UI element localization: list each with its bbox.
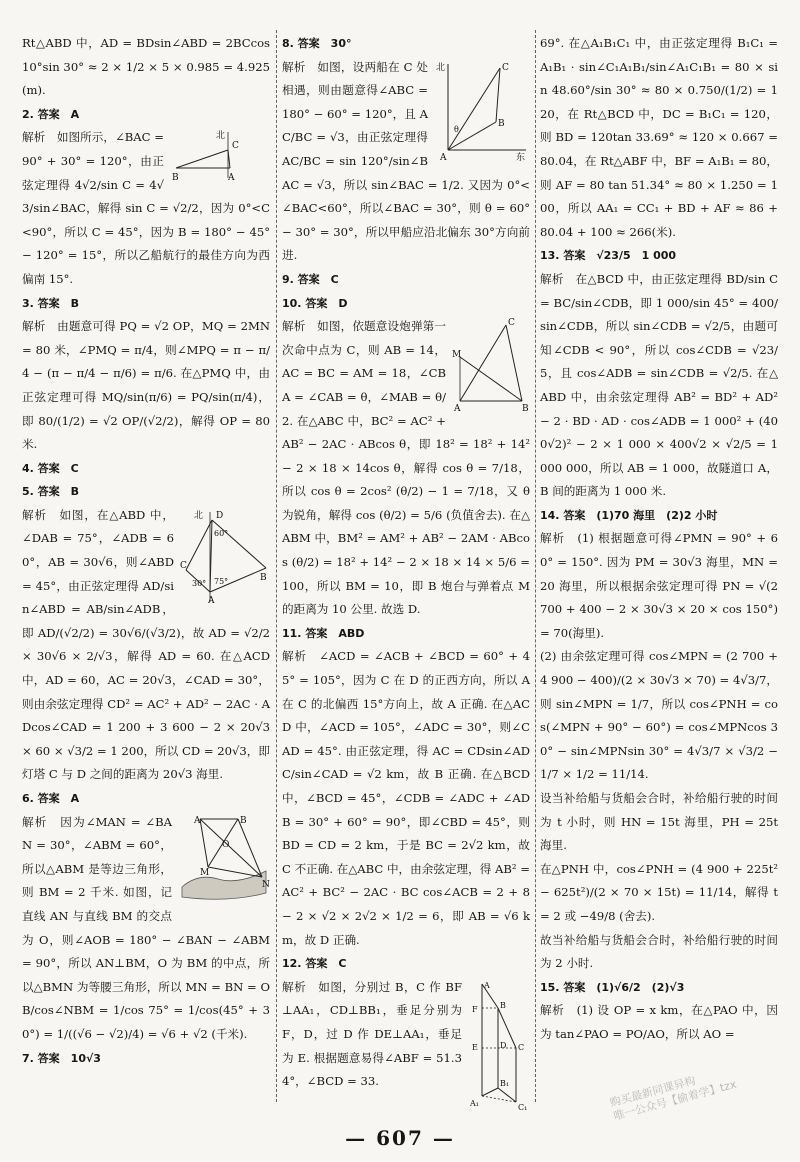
column-divider [276, 30, 277, 1102]
answer-heading: 11. 答案 ABD [282, 626, 365, 640]
figure-label: 60° [214, 528, 229, 538]
answer-heading: 4. 答案 C [22, 461, 79, 475]
figure-label: 30° [192, 578, 207, 588]
solution-text: 解析 如图，依题意设炮弹第一次命中点为 C，则 AB = 14，AC = BC = AM = 18，∠CBA = ∠CAB = θ，∠MAB = θ/2. 在△ABC 中，BC² = AC² + AB² − 2AC · ABcos θ，即 18² = 18² + 14² − 2 × 18 × 14cos θ，解得 cos θ = 7/18，所以 cos θ = 2cos² (θ/2) − 1 = 7/18，又 θ 为锐角，解得 cos (θ/2) = 5/6 (负值舍去). 在△ABM 中，BM² = AM² + AB² − 2AM · ABcos (θ/2) = 18² + 14² − 2 × 18 × 14 × 5/6 = 100，所以 BM = 10，即 B 炮台与弹着点 M 的距离为 10 公里. 故选 D. [282, 319, 534, 617]
solution-text: 解析 (1) 根据题意可得∠PMN = 90° + 60° = 150°. 因为 PM = 30√3 海里，MN = 20 海里，所以根据余弦定理可得 PN = √(2 700 + 400 − 2 × 30√3 × 20 × cos 150°) = 70(海里). (2) 由余弦定理可得 cos∠MPN = (2 700 + 4 900 − 400)/(2 × 30√3 × 70) = 4√3/7，则 sin∠MPN = 1/7，所以 cos∠PNH = cos(∠MPN + 90° − 60°) = cos∠MPNcos 30° − sin∠MPNsin 30° = 4√3/7 × √3/2 − 1/7 × 1/2 = 11/14. 设当补给船与货船会合时，补给船行驶的时间为 t 小时，则 HN = 15t 海里，PH = 25t 海里. 在△PNH 中，cos∠PNH = (4 900 + 225t² − 625t²)/(2 × 70 × 15t) = 11/14，解得 t = 2 或 −49/8 (舍去). 故当补给船与货船会合时，补给船行驶的时间为 2 小时. [540, 531, 778, 971]
page-number: — 607 — [345, 1126, 455, 1150]
column-divider [535, 30, 536, 1102]
figure-label: M [200, 867, 210, 878]
figure-label: B [240, 815, 247, 826]
figure-label: C [518, 1042, 525, 1052]
answer-heading: 8. 答案 30° [282, 37, 352, 50]
fig6-diagram [178, 813, 270, 905]
fig10-diagram [452, 317, 530, 413]
figure-label: F [472, 1004, 478, 1014]
figure-label: E [472, 1042, 478, 1052]
solution-text: 解析 ∠ACD = ∠ACB + ∠BCD = 60° + 45° = 105°，因为 C 在 D 的正西方向，所以 A 在 C 的北偏西 15°方向上，故 A 正确. 在△ACD 中，∠ACD = 105°，∠ADC = 30°，则∠CAD = 45°. 由正弦定理，得 AC = CDsin∠ADC/sin∠CAD = √2 km，故 B 正确. 在△BCD 中，∠BCD = 45°，∠CDB = ∠ADC + ∠ADB = 30° + 60° = 90°，即∠CBD = 45°，则 BD = CD = 2 km，于是 BC = 2√2 km，故 C 不正确. 在△ABC 中，由余弦定理，得 AB² = AC² + BC² − 2AC · BC cos∠ACB = 2 + 8 − 2 × √2 × 2√2 × 1/2 = 6，即 AB = √6 km，故 D 正确. [282, 649, 534, 947]
answer-heading: 7. 答案 10√3 [22, 1051, 101, 1065]
figure-label: 北 [194, 510, 204, 521]
figure-label: N [262, 879, 270, 890]
solution-text: Rt△ABD 中，AD = BDsin∠ABD = 2BCcos 10°sin 30° ≈ 2 × 1/2 × 5 × 0.985 = 4.925(m). [22, 36, 274, 98]
answer-heading: 5. 答案 B [22, 485, 80, 499]
solution-text: 69°. 在△A₁B₁C₁ 中，由正弦定理得 B₁C₁ = A₁B₁ · sin∠C₁A₁B₁/sin∠A₁C₁B₁ = 80 × sin 48.60°/sin 30° ≈ 80 × 0.750/(1/2) = 120，在 Rt△BCD 中，DC = B₁C₁ = 120，则 BD = 120tan 33.69° ≈ 120 × 0.667 = 80.04，在 Rt△ABF 中，BF = A₁B₁ = 80，则 AF = 80 tan 51.34° ≈ 80 × 1.250 = 100，所以 AA₁ = CC₁ + BD + AF ≈ 86 + 80.04 + 100 ≈ 266(米). [540, 36, 782, 239]
figure-label: B [260, 572, 267, 583]
figure-label: C₁ [518, 1102, 528, 1112]
figure-label: D [216, 510, 224, 521]
answer-column-2 [282, 32, 534, 1114]
figure-label: C [232, 141, 239, 152]
figure-label: B [522, 404, 529, 414]
figure-label: O [222, 839, 230, 850]
figure-label: C [502, 62, 509, 73]
solution-text: 解析 (1) 设 OP = x km，在△PAO 中，因为 tan∠PAO = PO/AO，所以 AO = [540, 1003, 778, 1041]
figure-label: A [440, 152, 447, 162]
solution-text: 解析 如图，设两船在 C 处相遇，则由题意得∠ABC = 180° − 60° = 120°，且 AC/BC = √3，由正弦定理得 AC/BC = sin 120°/sin∠BAC = √3，所以 sin∠BAC = 1/2. 又因为 0°<∠BAC<60°，所以∠BAC = 30°，则 θ = 60° − 30° = 30°，所以甲船应沿北偏东 30°方向前进. [282, 59, 534, 263]
watermark: 购买最新同课异构 唯一公众号【偷着学】tzx [608, 1074, 738, 1123]
fig2-diagram [170, 128, 270, 190]
figure-label: θ [454, 124, 459, 134]
figure-label: B [498, 118, 505, 129]
fig5-diagram [180, 506, 270, 606]
answer-heading: 2. 答案 A [22, 107, 80, 121]
figure-label: 东 [516, 152, 526, 162]
solution-text: 解析 如图，在△ABD 中，∠DAB = 75°，∠ADB = 60°，AB = 30√6，则∠ABD = 45°，由正弦定理得 AD/sin∠ABD = AB/sin∠ADB，即 AD/(√2/2) = 30√6/(√3/2)，故 AD = √2/2 × 30√6 × 2/√3，解得 AD = 60. 在△ACD 中，AD = 60，AC = 20√3，∠CAD = 30°，则由余弦定理得 CD² = AC² + AD² − 2AC · ADcos∠CAD = 1 200 + 3 600 − 2 × 20√3 × 60 × √3/2 = 1 200，所以 CD = 20√3，即灯塔 C 与 D 之间的距离为 20√3 海里. [22, 507, 274, 782]
answer-heading: 10. 答案 D [282, 296, 348, 310]
figure-label: 北 [436, 62, 446, 73]
answer-column-3 [540, 32, 782, 1047]
figure-label: A [454, 404, 461, 414]
figure-label: 75° [214, 576, 229, 586]
figure-label: M [452, 350, 462, 361]
fig8-diagram [434, 58, 530, 162]
answer-heading: 15. 答案 (1)√6/2 (2)√3 [540, 980, 685, 994]
solution-text: 解析 在△BCD 中，由正弦定理得 BD/sin C = BC/sin∠CDB，即 1 000/sin 45° = 400/sin∠CDB，所以 sin∠CDB = √2/5，由题可知∠CDB < 90°，所以 cos∠CDB = √23/5，且 cos∠ADB = sin∠CDB = √2/5. 在△ABD 中，由余弦定理得 AB² = BD² + AD² − 2 · BD · AD · cos∠ADB = 1 000² + (400√2)² − 2 × 1 000 × 400√2 × √2/5 = 1 000 000，所以 AB = 1 000，故隧道口 A，B 间的距离为 1 000 米. [540, 271, 782, 499]
answer-heading: 9. 答案 C [282, 272, 339, 286]
figure-label: C [508, 318, 515, 329]
answer-heading: 14. 答案 (1)70 海里 (2)2 小时 [540, 508, 718, 522]
figure-label: 北 [216, 131, 226, 142]
answer-heading: 6. 答案 A [22, 792, 80, 805]
answer-heading: 3. 答案 B [22, 296, 80, 310]
fig12-diagram [468, 978, 530, 1112]
figure-label: A [208, 595, 215, 606]
solution-text: 解析 如图所示，∠BAC = 90° + 30° = 120°，由正弦定理得 4√2/sin C = 4√3/sin∠BAC，解得 sin C = √2/2，因为 0°<C<90°，所以 C = 45°，因为 B = 180° − 45° − 120° = 15°，所以乙船航行的最佳方向为西偏南 15°. [22, 130, 274, 286]
solution-text: 解析 如图，分别过 B，C 作 BF⊥AA₁，CD⊥BB₁，垂足分别为 F，D，过 D 作 DE⊥AA₁，垂足为 E. 根据题意易得∠ABF = 51.34°，∠BCD = 33. [282, 979, 466, 1089]
figure-label: B [172, 173, 179, 184]
solution-text: 解析 由题意可得 PQ = √2 OP，MQ = 2MN = 80 米，∠PMQ = π/4，则∠MPQ = π − π/4 − (π − π/4 − π/6) = π/6. 在△PMQ 中，由正弦定理可得 MQ/sin(π/6) = PQ/sin(π/4)，即 80/(1/2) = √2 OP/(√2/2)，解得 OP = 80 米. [22, 319, 274, 452]
figure-label: A [228, 173, 235, 184]
figure-label: A [484, 980, 490, 990]
answer-heading: 13. 答案 √23/5 1 000 [540, 249, 677, 263]
figure-label: D [500, 1040, 507, 1050]
answer-column-1 [22, 32, 274, 1070]
figure-label: C [180, 560, 187, 571]
answer-heading: 12. 答案 C [282, 957, 347, 971]
solution-text: 解析 因为∠MAN = ∠BAN = 30°，∠ABM = 60°，所以△ABM 是等边三角形，则 BM = 2 千米. 如图，记直线 AN 与直线 BM 的交点为 O，则∠AOB = 180° − ∠BAN − ∠ABM = 90°，所以 AN⊥BM，O 为 BM 的中点，所以△BMN 为等腰三角形，所以 MN = BN = OB/cos∠NBM = 1/cos 75° = 1/cos(45° + 30°) = 1/((√6 − √2)/4) = √6 + √2 (千米). [22, 814, 274, 1041]
figure-label: B₁ [500, 1078, 510, 1088]
figure-label: A [194, 815, 201, 826]
figure-label: B [500, 1000, 506, 1010]
figure-label: A₁ [470, 1098, 479, 1108]
